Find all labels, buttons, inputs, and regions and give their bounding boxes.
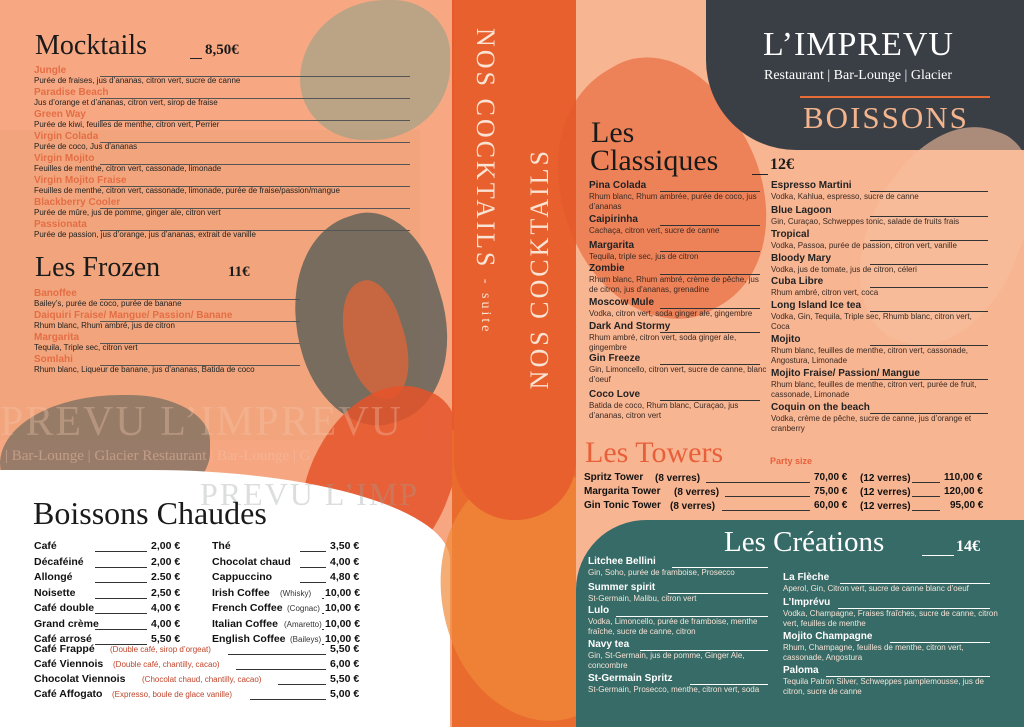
hot-drink-name: Grand crème xyxy=(34,617,99,630)
header-rule xyxy=(800,96,990,98)
mocktail-name: Virgin Mojito xyxy=(34,153,95,164)
hot-drink-name: Italian Coffee xyxy=(212,617,278,630)
cocktail-name: Blue Lagoon xyxy=(771,205,832,216)
mocktail-name: Green Way xyxy=(34,109,86,120)
hot-drink-price: 10,00 € xyxy=(325,617,361,630)
cocktail-desc: Rhum ambré, citron vert, soda ginger ale, gingembre xyxy=(589,333,737,352)
center-title-mirror: NOS COCKTAILS xyxy=(525,148,554,390)
tower-glasses-small: (8 verres) xyxy=(674,487,720,498)
hot-drink-price: 3,50 € xyxy=(330,540,360,552)
cocktail-name: Bloody Mary xyxy=(771,253,832,264)
dot-leader xyxy=(722,510,810,511)
tower-price-small: 60,00 € xyxy=(814,500,848,511)
brand-subtitle: Restaurant | Bar-Lounge | Glacier xyxy=(764,68,953,83)
mocktail-name: Blackberry Cooler xyxy=(34,197,121,208)
hot-drink-name: Café xyxy=(34,540,57,552)
mocktail-desc: Feuilles de menthe, citron vert, cassonade, limonade, purée de fraise/passion/mangue xyxy=(34,186,340,195)
creations-price: 14€ xyxy=(956,538,980,555)
name-rule xyxy=(100,142,410,143)
dot-leader xyxy=(95,613,147,614)
title-rule xyxy=(752,174,768,175)
frozen-desc: Bailey’s, purée de coco, purée de banane xyxy=(34,299,182,308)
frozen-desc: Rhum blanc, Rhum ambré, jus de citron xyxy=(34,321,175,330)
creation-name: Litchee Bellini xyxy=(588,556,656,567)
watermark-brand: PREVU L’IMPREVU xyxy=(0,399,403,445)
mocktail-desc: Purée de fraises, jus d’ananas, citron vert, sucre de canne xyxy=(34,76,241,85)
creations-title: Les Créations xyxy=(724,526,885,558)
mocktail-name: Passionata xyxy=(34,219,87,230)
cocktail-desc: Vodka, Kahlua, espresso, sucre de canne xyxy=(771,192,919,201)
title-rule xyxy=(190,58,202,59)
tower-glasses-large: (12 verres) xyxy=(860,473,911,484)
cocktail-name: Espresso Martini xyxy=(771,180,852,191)
center-title xyxy=(470,28,500,334)
hot-drink-name: Allongé xyxy=(34,571,73,583)
hot-drinks-title: Boissons Chaudes xyxy=(33,495,267,531)
mocktails-price: 8,50€ xyxy=(205,42,239,58)
dot-leader xyxy=(95,551,147,552)
hot-drink-price: 4,00 € xyxy=(151,617,181,630)
creation-name: Navy tea xyxy=(588,639,630,650)
tower-glasses-large: (12 verres) xyxy=(860,487,911,498)
cocktail-desc: Gin, Curaçao, Schweppes tonic, salade de fruits frais xyxy=(771,217,960,226)
hot-drink-name: Café arrosé xyxy=(34,633,92,645)
hot-drink-name: Thé xyxy=(212,540,231,552)
hot-drink-price: 2,00 € xyxy=(151,555,181,568)
hot-drink-name: Cappuccino xyxy=(212,571,273,583)
cocktail-desc: Batida de coco, Rhum blanc, Curaçao, jus d’ananas, citron vert xyxy=(589,401,739,420)
hot-drink-price: 2.50 € xyxy=(151,571,181,583)
center-title-text: NOS COCKTAILS xyxy=(471,28,500,270)
creation-desc: Vodka, Champagne, Fraises fraîches, sucre de canne, citron vert, feuilles de menthe xyxy=(783,609,998,628)
hot-drink-price: 10,00 € xyxy=(325,602,361,614)
dot-leader xyxy=(300,582,326,583)
hot-drink-name: Chocolat chaud xyxy=(212,555,291,568)
creation-name: Mojito Champagne xyxy=(783,631,873,642)
creation-name: La Flèche xyxy=(783,572,830,583)
dot-leader xyxy=(300,551,326,552)
center-suffix: - suite xyxy=(478,278,493,335)
hot-drink-price: 5,50 € xyxy=(330,673,360,685)
creation-name: Paloma xyxy=(783,665,819,676)
cocktail-name: Tropical xyxy=(771,229,810,240)
cocktail-desc: Rhum blanc, Rhum ambré, crème de pêche, jus de citron, jus d’ananas, grenadine xyxy=(589,275,759,294)
hot-drink-note: (Amaretto) xyxy=(284,619,322,629)
tower-name: Gin Tonic Tower xyxy=(584,500,661,511)
dot-leader xyxy=(250,699,326,700)
cocktail-desc: Vodka, Passoa, purée de passion, citron vert, vanille xyxy=(771,241,957,250)
hot-drink-price: 6,00 € xyxy=(330,658,360,670)
hot-drink-name: English Coffee xyxy=(212,633,286,645)
hot-drink-name: Irish Coffee xyxy=(212,586,270,599)
cocktail-name: Moscow Mule xyxy=(589,297,655,308)
cocktail-desc: Vodka, jus de tomate, jus de citron, céleri xyxy=(771,265,917,274)
cocktail-desc: Vodka, Gin, Tequila, Triple sec, Rhumb blanc, citron vert, Coca xyxy=(771,312,972,331)
cocktail-desc: Tequila, triple sec, jus de citron xyxy=(589,252,699,261)
creation-desc: Aperol, Gin, Citron vert, sucre de canne blanc d’oeuf xyxy=(783,584,969,593)
title-rule xyxy=(922,555,954,556)
creation-name: L’Imprévu xyxy=(783,597,831,608)
classiques-title-1: Les xyxy=(591,116,635,149)
cocktail-name: Mojito xyxy=(771,334,801,345)
tower-price-large: 120,00 € xyxy=(944,486,983,497)
mocktail-name: Virgin Colada xyxy=(34,131,99,142)
hot-drink-price: 4,80 € xyxy=(330,571,360,583)
watermark-subtitle: | Bar-Lounge | Glacier Restaurant | Bar-Lounge | G xyxy=(5,448,311,464)
cocktail-name: Coco Love xyxy=(589,389,641,400)
hot-drink-note: (Baileys) xyxy=(290,635,322,644)
frozen-desc: Tequila, Triple sec, citron vert xyxy=(34,343,138,352)
mocktail-name: Jungle xyxy=(34,65,67,76)
dot-leader xyxy=(236,669,326,670)
tower-glasses-small: (8 verres) xyxy=(670,501,716,512)
dot-leader xyxy=(725,496,810,497)
cocktail-desc: Rhum blanc, feuilles de menthe, citron vert, purée de fruit, cassonade, Limonade xyxy=(771,380,977,399)
cocktail-name: Margarita xyxy=(589,240,635,251)
hot-drink-note: (Chocolat chaud, chantilly, cacao) xyxy=(142,675,262,684)
creation-desc: Rhum, Champagne, feuilles de menthe, citron vert, cassonade, Angostura xyxy=(783,643,964,662)
dot-leader xyxy=(228,654,326,655)
hot-drink-note: (Whisky) xyxy=(280,588,312,598)
hot-drink-price: 5,50 € xyxy=(330,643,360,655)
creation-desc: St-Germain, Prosecco, menthe, citron vert, soda xyxy=(588,685,760,694)
dot-leader xyxy=(95,629,147,630)
frozen-price: 11€ xyxy=(228,264,250,280)
hot-drink-name: Café Affogato xyxy=(34,688,103,700)
cocktail-name: Coquin on the beach xyxy=(771,402,870,413)
hot-drink-name: Noisette xyxy=(34,586,76,599)
hot-drink-name: French Coffee xyxy=(212,602,283,614)
mocktail-desc: Purée de kiwi, feuilles de menthe, citron vert, Perrier xyxy=(34,120,220,129)
tower-price-small: 75,00 € xyxy=(814,486,848,497)
section-title: BOISSONS xyxy=(803,100,969,135)
dot-leader xyxy=(322,613,324,614)
creation-desc: Gin, St-Germain, jus de pomme, Ginger Ale, concombre xyxy=(588,651,745,670)
dot-leader xyxy=(322,644,324,645)
hot-drink-name: Café Frappé xyxy=(34,643,95,655)
creation-desc: Vodka, Limoncello, purée de framboise, menthe fraîche, sucre de canne, citron xyxy=(588,617,758,636)
creation-desc: St-Germain, Malibu, citron vert xyxy=(588,594,697,603)
frozen-name: Somlahi xyxy=(34,354,73,365)
dot-leader xyxy=(300,567,326,568)
brand-name: L’IMPREVU xyxy=(763,26,954,63)
cocktail-desc: Rhum blanc, feuilles de menthe, citron vert, cassonade, Angostura, Limonade xyxy=(771,346,968,365)
dot-leader xyxy=(95,582,147,583)
frozen-name: Banoffee xyxy=(34,288,77,299)
dot-leader xyxy=(322,598,324,599)
cocktail-name: Dark And Stormy xyxy=(589,321,671,332)
hot-drink-note: (Cognac) xyxy=(287,604,320,613)
mocktail-name: Virgin Mojito Fraise xyxy=(34,175,127,186)
hot-drink-price: 5,50 € xyxy=(151,633,181,645)
cocktail-name: Long Island Ice tea xyxy=(771,300,862,311)
cocktail-name: Mojito Fraise/ Passion/ Mangue xyxy=(771,368,920,379)
classiques-price: 12€ xyxy=(770,156,794,173)
creation-desc: Gin, Soho, purée de framboise, Prosecco xyxy=(588,568,735,577)
hot-drink-note: (Double café, chantilly, cacao) xyxy=(113,660,220,669)
hot-drink-price: 5,00 € xyxy=(330,688,360,700)
tower-price-small: 70,00 € xyxy=(814,472,848,483)
dot-leader xyxy=(912,510,940,511)
mocktail-desc: Purée de coco, Jus d’ananas xyxy=(34,142,138,151)
hot-drink-price: 10,00 € xyxy=(325,633,361,645)
dot-leader xyxy=(912,496,940,497)
tower-glasses-large: (12 verres) xyxy=(860,501,911,512)
tower-name: Spritz Tower xyxy=(584,472,644,483)
dot-leader xyxy=(95,567,147,568)
cocktail-name: Cuba Libre xyxy=(771,276,824,287)
hot-drink-price: 10,00 € xyxy=(325,586,361,599)
cocktail-desc: Rhum ambré, citron vert, coca xyxy=(771,288,879,297)
hot-drink-name: Café Viennois xyxy=(34,658,104,670)
towers-title: Les Towers xyxy=(585,436,724,469)
hot-drink-name: Chocolat Viennois xyxy=(34,673,126,685)
hot-drink-name: Décaféiné xyxy=(34,555,84,568)
tower-price-large: 95,00 € xyxy=(950,500,984,511)
cocktail-name: Caipirinha xyxy=(589,214,638,225)
mocktail-desc: Feuilles de menthe, citron vert, cassonade, limonade xyxy=(34,164,222,173)
creation-name: Summer spirit xyxy=(588,582,656,593)
hot-drink-price: 2,00 € xyxy=(151,540,181,552)
mocktail-desc: Purée de mûre, jus de pomme, ginger ale, citron vert xyxy=(34,208,221,217)
cocktail-desc: Rhum blanc, Rhum ambrée, purée de coco, jus d’ananas xyxy=(589,192,757,211)
cocktail-desc: Gin, Limoncello, citron vert, sucre de canne, blanc d’oeuf xyxy=(589,365,767,384)
frozen-name: Margarita xyxy=(34,332,80,343)
dot-leader xyxy=(912,482,940,483)
dot-leader xyxy=(95,598,147,599)
frozen-desc: Rhum blanc, Liqueur de banane, jus d’ananas, Batida de coco xyxy=(34,365,255,374)
dot-leader xyxy=(322,629,324,630)
classiques-title-2: Classiques xyxy=(590,144,719,177)
hot-drink-name: Café double xyxy=(34,602,95,614)
dot-leader xyxy=(278,684,326,685)
mocktail-name: Paradise Beach xyxy=(34,87,109,98)
frozen-name: Daiquiri Fraise/ Mangue/ Passion/ Banane xyxy=(34,310,233,321)
creation-name: Lulo xyxy=(588,605,610,616)
cocktail-name: Gin Freeze xyxy=(589,353,641,364)
hot-drink-price: 2,50 € xyxy=(151,586,181,599)
creation-name: St-Germain Spritz xyxy=(588,673,673,684)
cocktail-desc: Vodka, crème de pêche, sucre de canne, jus d’orange et cranberry xyxy=(771,414,972,433)
mocktail-desc: Purée de passion, jus d’orange, jus d’ananas, extrait de vanille xyxy=(34,230,256,239)
hot-drink-note: (Expresso, boule de glace vanille) xyxy=(112,690,233,699)
creation-desc: Tequila Patron Silver, Schweppes pamplemousse, jus de citron, sucre de canne xyxy=(783,677,984,696)
mocktail-desc: Jus d’orange et d’ananas, citron vert, sirop de fraise xyxy=(34,98,218,107)
tower-price-large: 110,00 € xyxy=(944,472,983,483)
hot-drink-price: 4,00 € xyxy=(151,602,181,614)
cocktail-name: Zombie xyxy=(589,263,625,274)
cocktail-desc: Vodka, citron vert, soda ginger ale, gingembre xyxy=(589,309,753,318)
hot-drink-note: (Double café, sirop d’orgeat) xyxy=(110,645,211,654)
watermark-brand-2: PREVU L’IMP xyxy=(200,476,420,512)
tower-glasses-small: (8 verres) xyxy=(655,473,701,484)
dot-leader xyxy=(706,482,810,483)
frozen-title: Les Frozen xyxy=(35,252,161,283)
towers-party-size: Party size xyxy=(770,456,813,466)
mocktails-title: Mocktails xyxy=(35,30,147,61)
tower-name: Margarita Tower xyxy=(584,486,661,497)
hot-drink-price: 4,00 € xyxy=(330,555,360,568)
cocktail-name: Pina Colada xyxy=(589,180,647,191)
cocktail-desc: Cachaça, citron vert, sucre de canne xyxy=(589,226,720,235)
